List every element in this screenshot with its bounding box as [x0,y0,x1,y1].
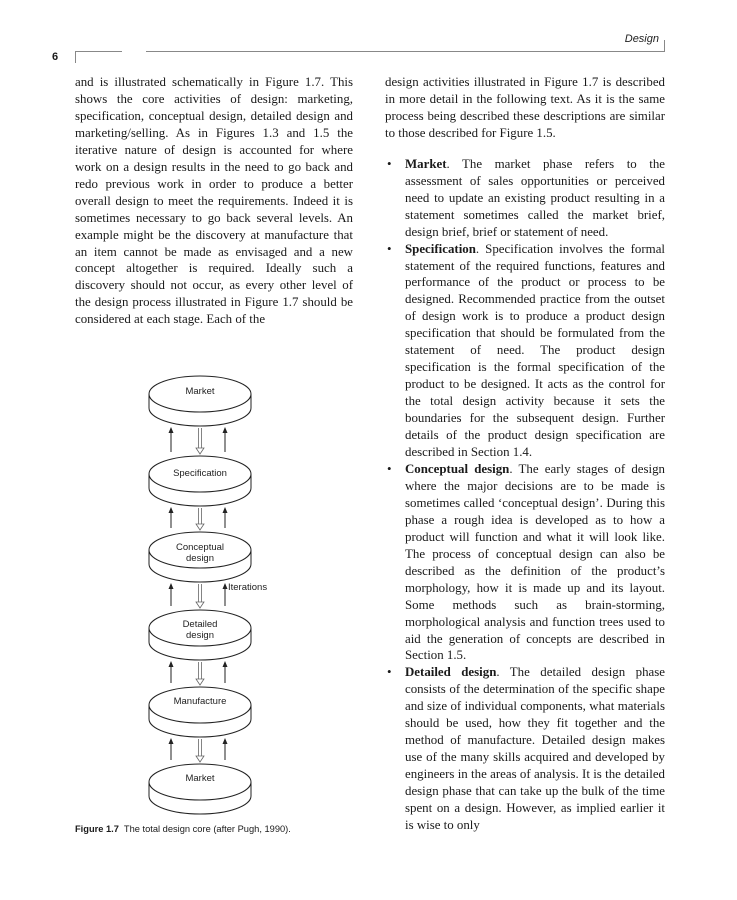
right-column [385,74,665,834]
bullet: • [387,156,392,171]
page-number-rule-tick [75,51,76,63]
iteration-arrow-head [169,661,174,667]
iteration-arrow-head [169,583,174,589]
iteration-arrow-head [169,427,174,433]
stage-label-manufacture: Manufacture [173,696,227,707]
header-rule [146,51,664,52]
figure-caption-text: The total design core (after Pugh, 1990). [123,824,291,834]
design-phase-list [385,156,665,834]
design-core-diagram [140,360,300,820]
flow-arrow-head [196,524,204,530]
list-item-conceptual-design: • Conceptual design. The early stages of design where the major decisions are to be made is sometimes called ‘conceptual design’. During this phase a rough idea is developed as to how a product will function and what it will look like. The process of conceptual design can also be described as the definition of the product’s morphology, how it is made up and its layout. Some methods such as brain-storming, morphological analysis and function trees used to aid the generation of concepts are described in Section 1.5. [387,461,665,663]
running-head: Design [624,33,659,45]
term-market: Market [405,156,447,171]
bullet: • [387,241,392,256]
term-detailed-design: Detailed design [405,665,497,680]
header-rule-tick [664,40,665,52]
right-column-intro: design activities illustrated in Figure 1.7 is described in more detail in the following text. As it is the same process being described these descriptions are similar to those described for Figure 1.5. [385,75,665,140]
left-column [75,74,353,328]
stage-label-conceptual-design: Conceptual design [175,542,225,564]
list-item-market: • Market. The market phase refers to the assessment of sales opportunities or perceived need to update an existing product resulting in a statement sometimes called the market brief, design brief, brief or statement of need. [387,156,665,239]
page-number: 6 [52,51,59,63]
flow-arrow-head [196,602,204,608]
iteration-arrow-head [169,507,174,513]
list-item-detailed-design: • Detailed design. The detailed design phase consists of the determination of the specific shape and size of individual components, what materials should be used, how they fit together and the method of manufacture. Detailed design makes use of the many skills acquired and developed by engineers in the areas of analysis. It is the detailed design phase that can take up the bulk of the time spent on a design. However, as implied earlier it is wise to only [387,665,665,832]
bullet: • [387,461,392,476]
bullet: • [387,665,392,680]
iterations-label: Iterations [228,582,268,593]
iteration-arrow-head [223,661,228,667]
term-specification: Specification [405,241,476,256]
iteration-arrow-head [169,738,174,744]
list-item-specification: • Specification. Specification involves the formal statement of the required functions, features and performance of the product or process to be designed. Recommended practice from the outset of design work is to produce a product design specification that should be formulated from the statement of need. The product design specification is the formal specification of the product to be designed. It acts as the control for the total design activity because it sets the boundaries for the subsequent design. Further details of the product design specification are described in Section 1.4. [387,241,665,460]
flow-arrow-head [196,679,204,685]
left-column-paragraph: and is illustrated schematically in Figure 1.7. This shows the core activities of design: marketing, specification, conceptual design, detailed design and marketing/selling. As in Figures 1.3 and 1.5 the iterative nature of design is accounted for where work on a design results in the need to go back and redo previous work in order to produce a better overall design to meet the requirements. Indeed it is sometimes necessary to go back several levels. An example might be the discovery at manufacture that an item cannot be made as envisaged and a new concept altogether is required. Ideally such a discovery should not occur, as every other level of the design process illustrated in Figure 1.7 should be considered at each stage. Each of the [75,75,353,327]
figure-caption [75,824,375,834]
figure-number: Figure 1.7 [75,824,119,834]
iteration-arrow-head [223,583,228,589]
term-conceptual-design: Conceptual design [405,461,510,476]
iteration-arrow-head [223,427,228,433]
iteration-arrow-head [223,507,228,513]
design-core-figure [140,360,300,820]
flow-arrow-head [196,448,204,454]
stage-label-market-top: Market [185,386,215,397]
stage-label-specification: Specification [173,468,227,479]
stage-label-market-bottom: Market [185,773,215,784]
iteration-arrow-head [223,738,228,744]
stage-label-detailed-design: Detailed design [182,619,218,641]
flow-arrow-head [196,756,204,762]
page-number-rule [75,51,122,52]
